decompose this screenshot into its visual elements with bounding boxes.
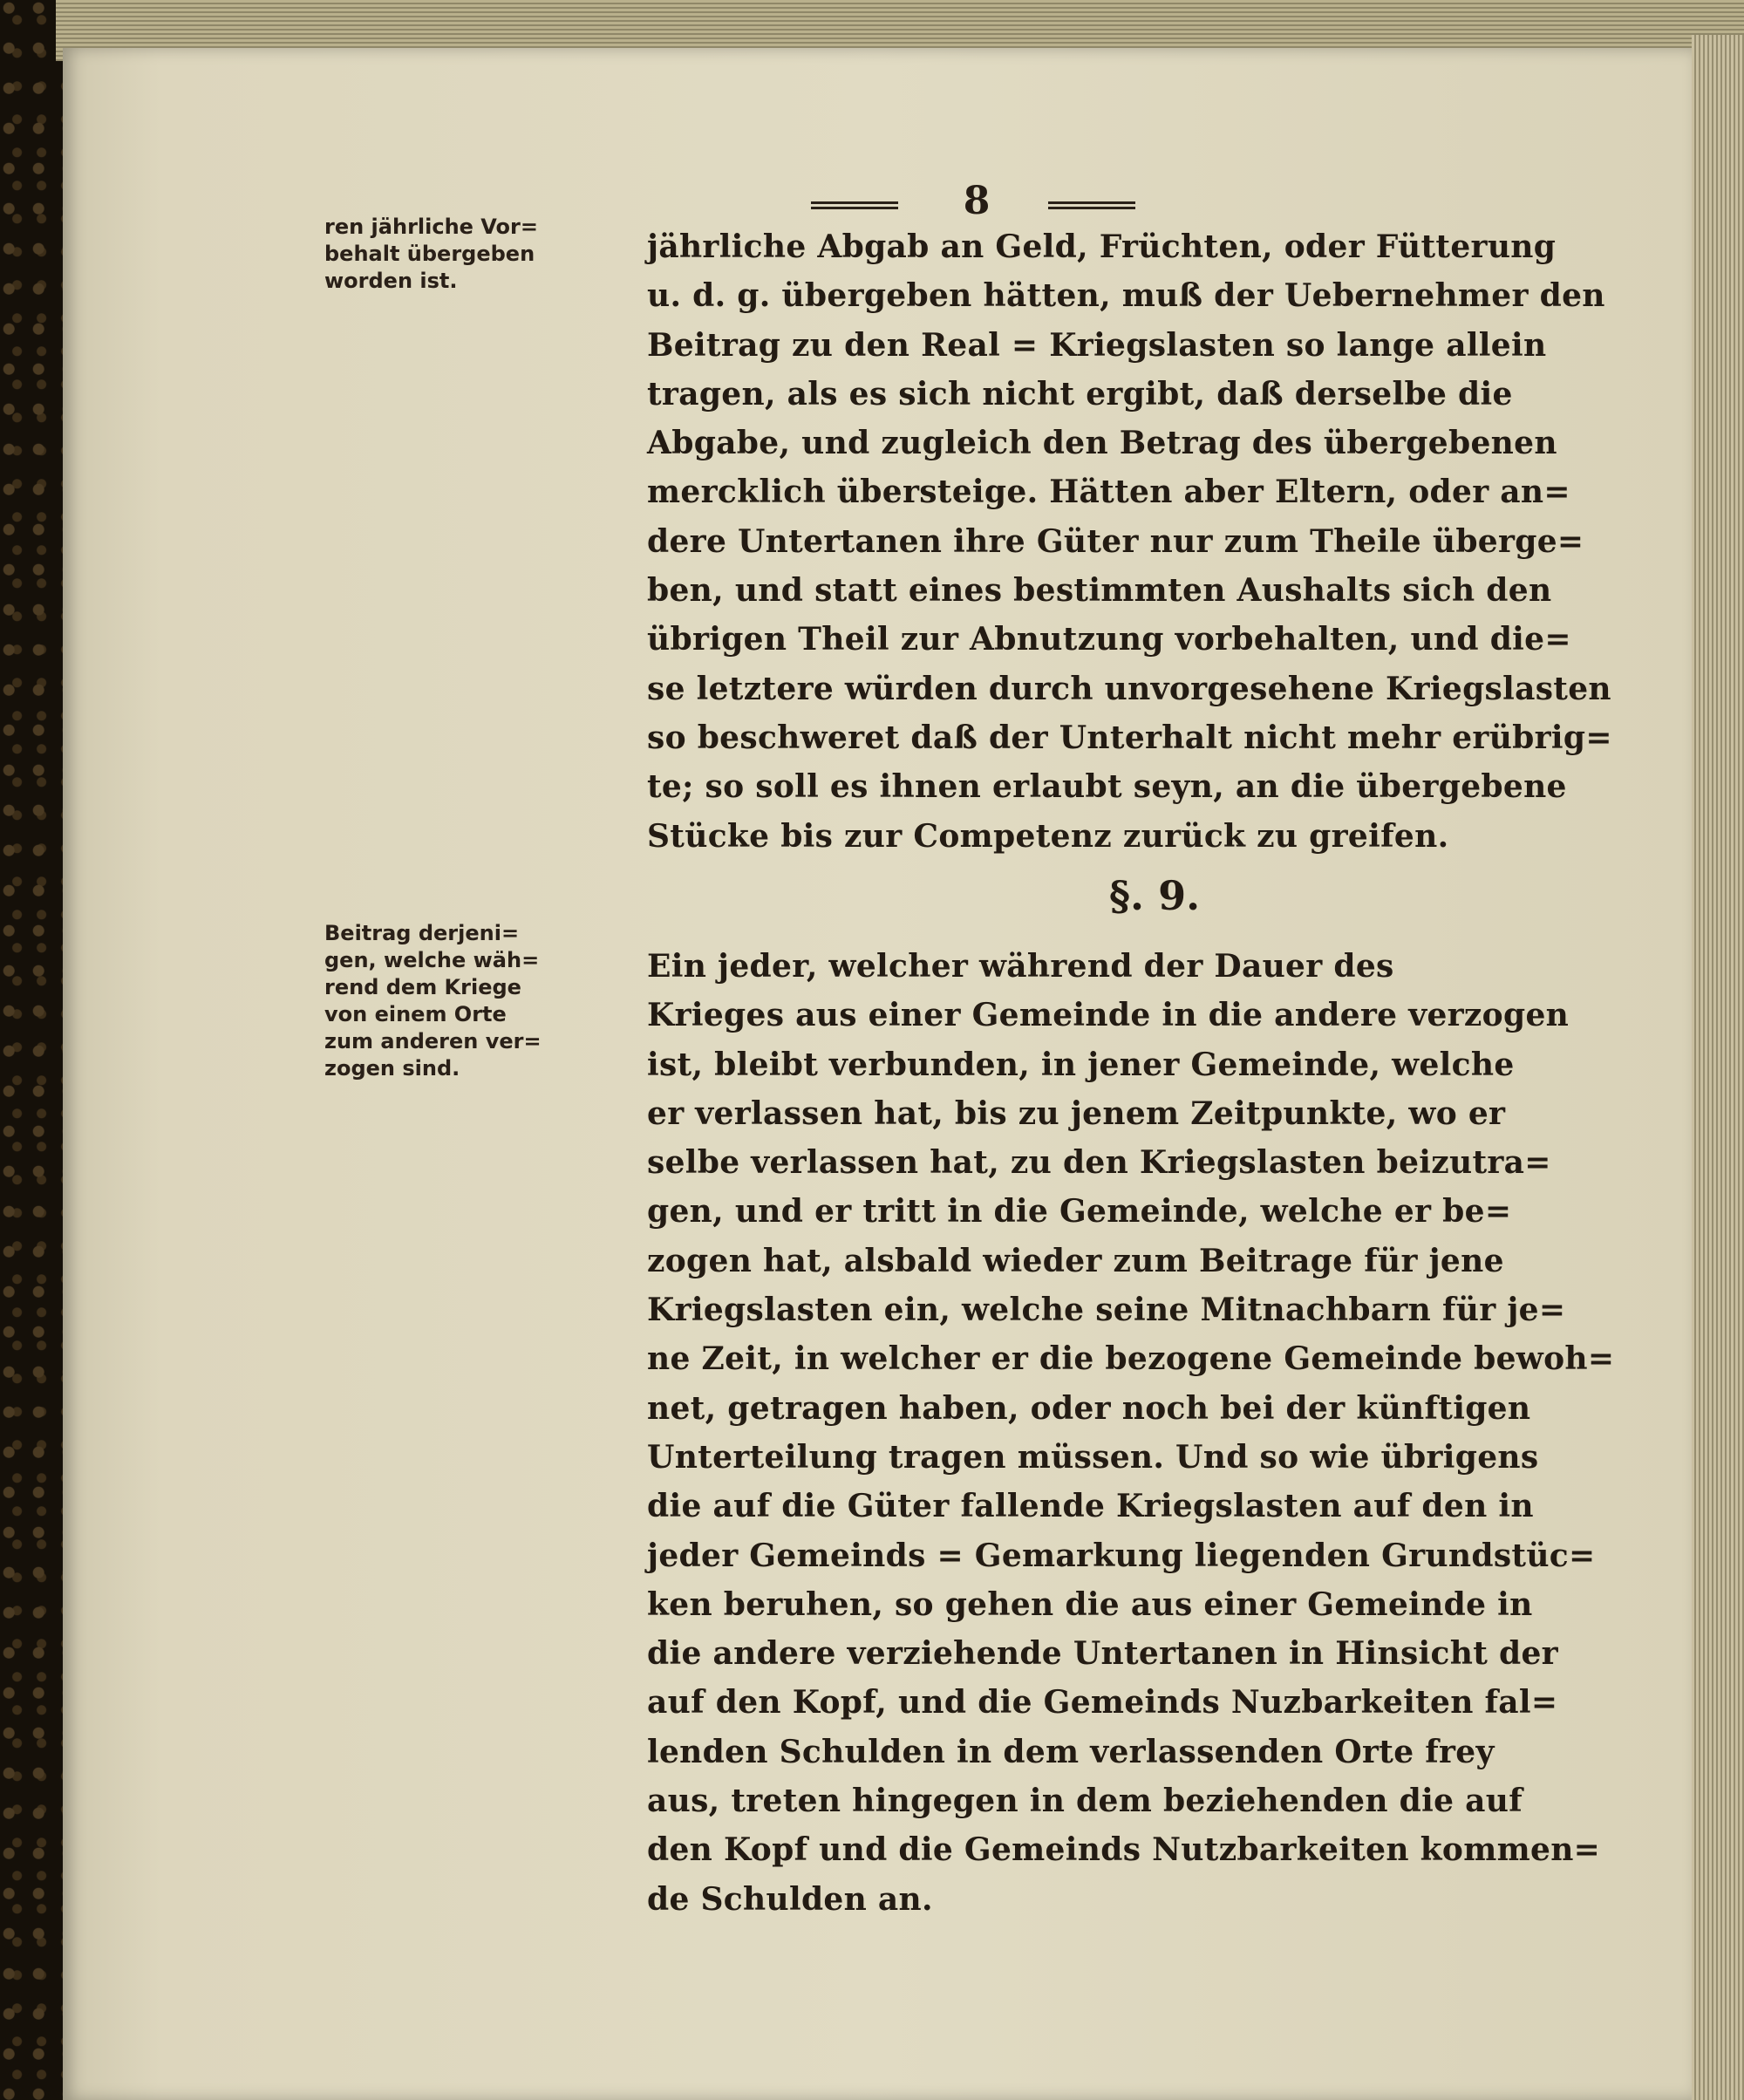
text-line: zogen hat, alsbald wieder zum Beitrage für jene [647, 1242, 1504, 1279]
page-number: 8 [963, 179, 991, 223]
margin-note-line: worden ist. [324, 269, 458, 293]
text-line: net, getragen haben, oder noch bei der künftigen [647, 1389, 1531, 1427]
margin-note-line: gen, welche wäh= [324, 948, 540, 972]
book-binding [0, 0, 63, 2100]
text-line: Stücke bis zur Competenz zurück zu greifen. [647, 817, 1449, 855]
paragraph-section-9 [647, 942, 1685, 1924]
text-line: selbe verlassen hat, zu den Kriegslasten beizutra= [647, 1144, 1551, 1182]
text-line: lenden Schulden in dem verlassenden Orte frey [647, 1733, 1495, 1770]
text-line: aus, treten hingegen in dem beziehenden die auf [647, 1783, 1523, 1820]
text-line: de Schulden an. [647, 1880, 933, 1918]
text-line: mercklich übersteige. Hätten aber Eltern, oder an= [647, 474, 1570, 511]
text-line: Abgabe, und zugleich den Betrag des übergebenen [647, 425, 1557, 462]
text-line: Unterteilung tragen müssen. Und so wie übrigens [647, 1438, 1539, 1476]
text-line: gen, und er tritt in die Gemeinde, welche er be= [647, 1193, 1512, 1231]
section-heading: §. 9. [1109, 872, 1201, 919]
book-page [63, 48, 1692, 2100]
text-line: jeder Gemeinds = Gemarkung liegenden Grundstüc= [647, 1537, 1596, 1574]
text-line: Krieges aus einer Gemeinde in die andere verzogen [647, 997, 1570, 1034]
text-line: er verlassen hat, bis zu jenem Zeitpunkte, wo er [647, 1094, 1506, 1132]
text-line: u. d. g. übergeben hätten, muß der Uebernehmer den [647, 277, 1605, 315]
margin-note-line: von einem Orte [324, 1002, 507, 1026]
text-line: se letztere würden durch unvorgesehene Kriegslasten [647, 670, 1611, 707]
text-line: dere Untertanen ihre Güter nur zum Theile überge= [647, 522, 1584, 560]
text-line: übrigen Theil zur Abnutzung vorbehalten, und die= [647, 621, 1571, 658]
text-line: Ein jeder, welcher während der Dauer des [647, 948, 1394, 985]
text-line: Beitrag zu den Real = Kriegslasten so lange allein [647, 326, 1547, 364]
text-line: den Kopf und die Gemeinds Nutzbarkeiten kommen= [647, 1831, 1601, 1869]
margin-note-2 [324, 920, 621, 1082]
text-line: ken beruhen, so gehen die aus einer Gemeinde in [647, 1585, 1533, 1623]
text-line: ne Zeit, in welcher er die bezogene Gemeinde bewoh= [647, 1340, 1615, 1378]
page-edge-right [1692, 35, 1744, 2100]
margin-note-line: rend dem Kriege [324, 975, 521, 999]
text-line: jährliche Abgab an Geld, Früchten, oder Fütterung [647, 228, 1557, 265]
paragraph-continued [647, 222, 1685, 861]
header-rule-right [1048, 201, 1135, 210]
text-line: tragen, als es sich nicht ergibt, daß derselbe die [647, 375, 1513, 412]
margin-note-line: zogen sind. [324, 1056, 460, 1081]
text-line: Kriegslasten ein, welche seine Mitnachbarn für je= [647, 1292, 1566, 1329]
text-line: ist, bleibt verbunden, in jener Gemeinde, welche [647, 1046, 1515, 1083]
text-line: die andere verziehende Untertanen in Hinsicht der [647, 1635, 1558, 1673]
margin-note-line: zum anderen ver= [324, 1029, 542, 1053]
margin-note-line: Beitrag derjeni= [324, 921, 520, 945]
text-line: die auf die Güter fallende Kriegslasten auf den in [647, 1488, 1534, 1525]
margin-note-line: ren jährliche Vor= [324, 215, 538, 239]
text-line: te; so soll es ihnen erlaubt seyn, an die übergebene [647, 768, 1567, 806]
text-line: auf den Kopf, und die Gemeinds Nuzbarkeiten fal= [647, 1684, 1558, 1722]
margin-note-1 [324, 214, 621, 295]
text-line: so beschweret daß der Unterhalt nicht mehr erübrig= [647, 719, 1612, 756]
text-line: ben, und statt eines bestimmten Aushalts sich den [647, 572, 1552, 610]
margin-note-line: behalt übergeben [324, 242, 535, 266]
header-rule-left [811, 201, 898, 210]
